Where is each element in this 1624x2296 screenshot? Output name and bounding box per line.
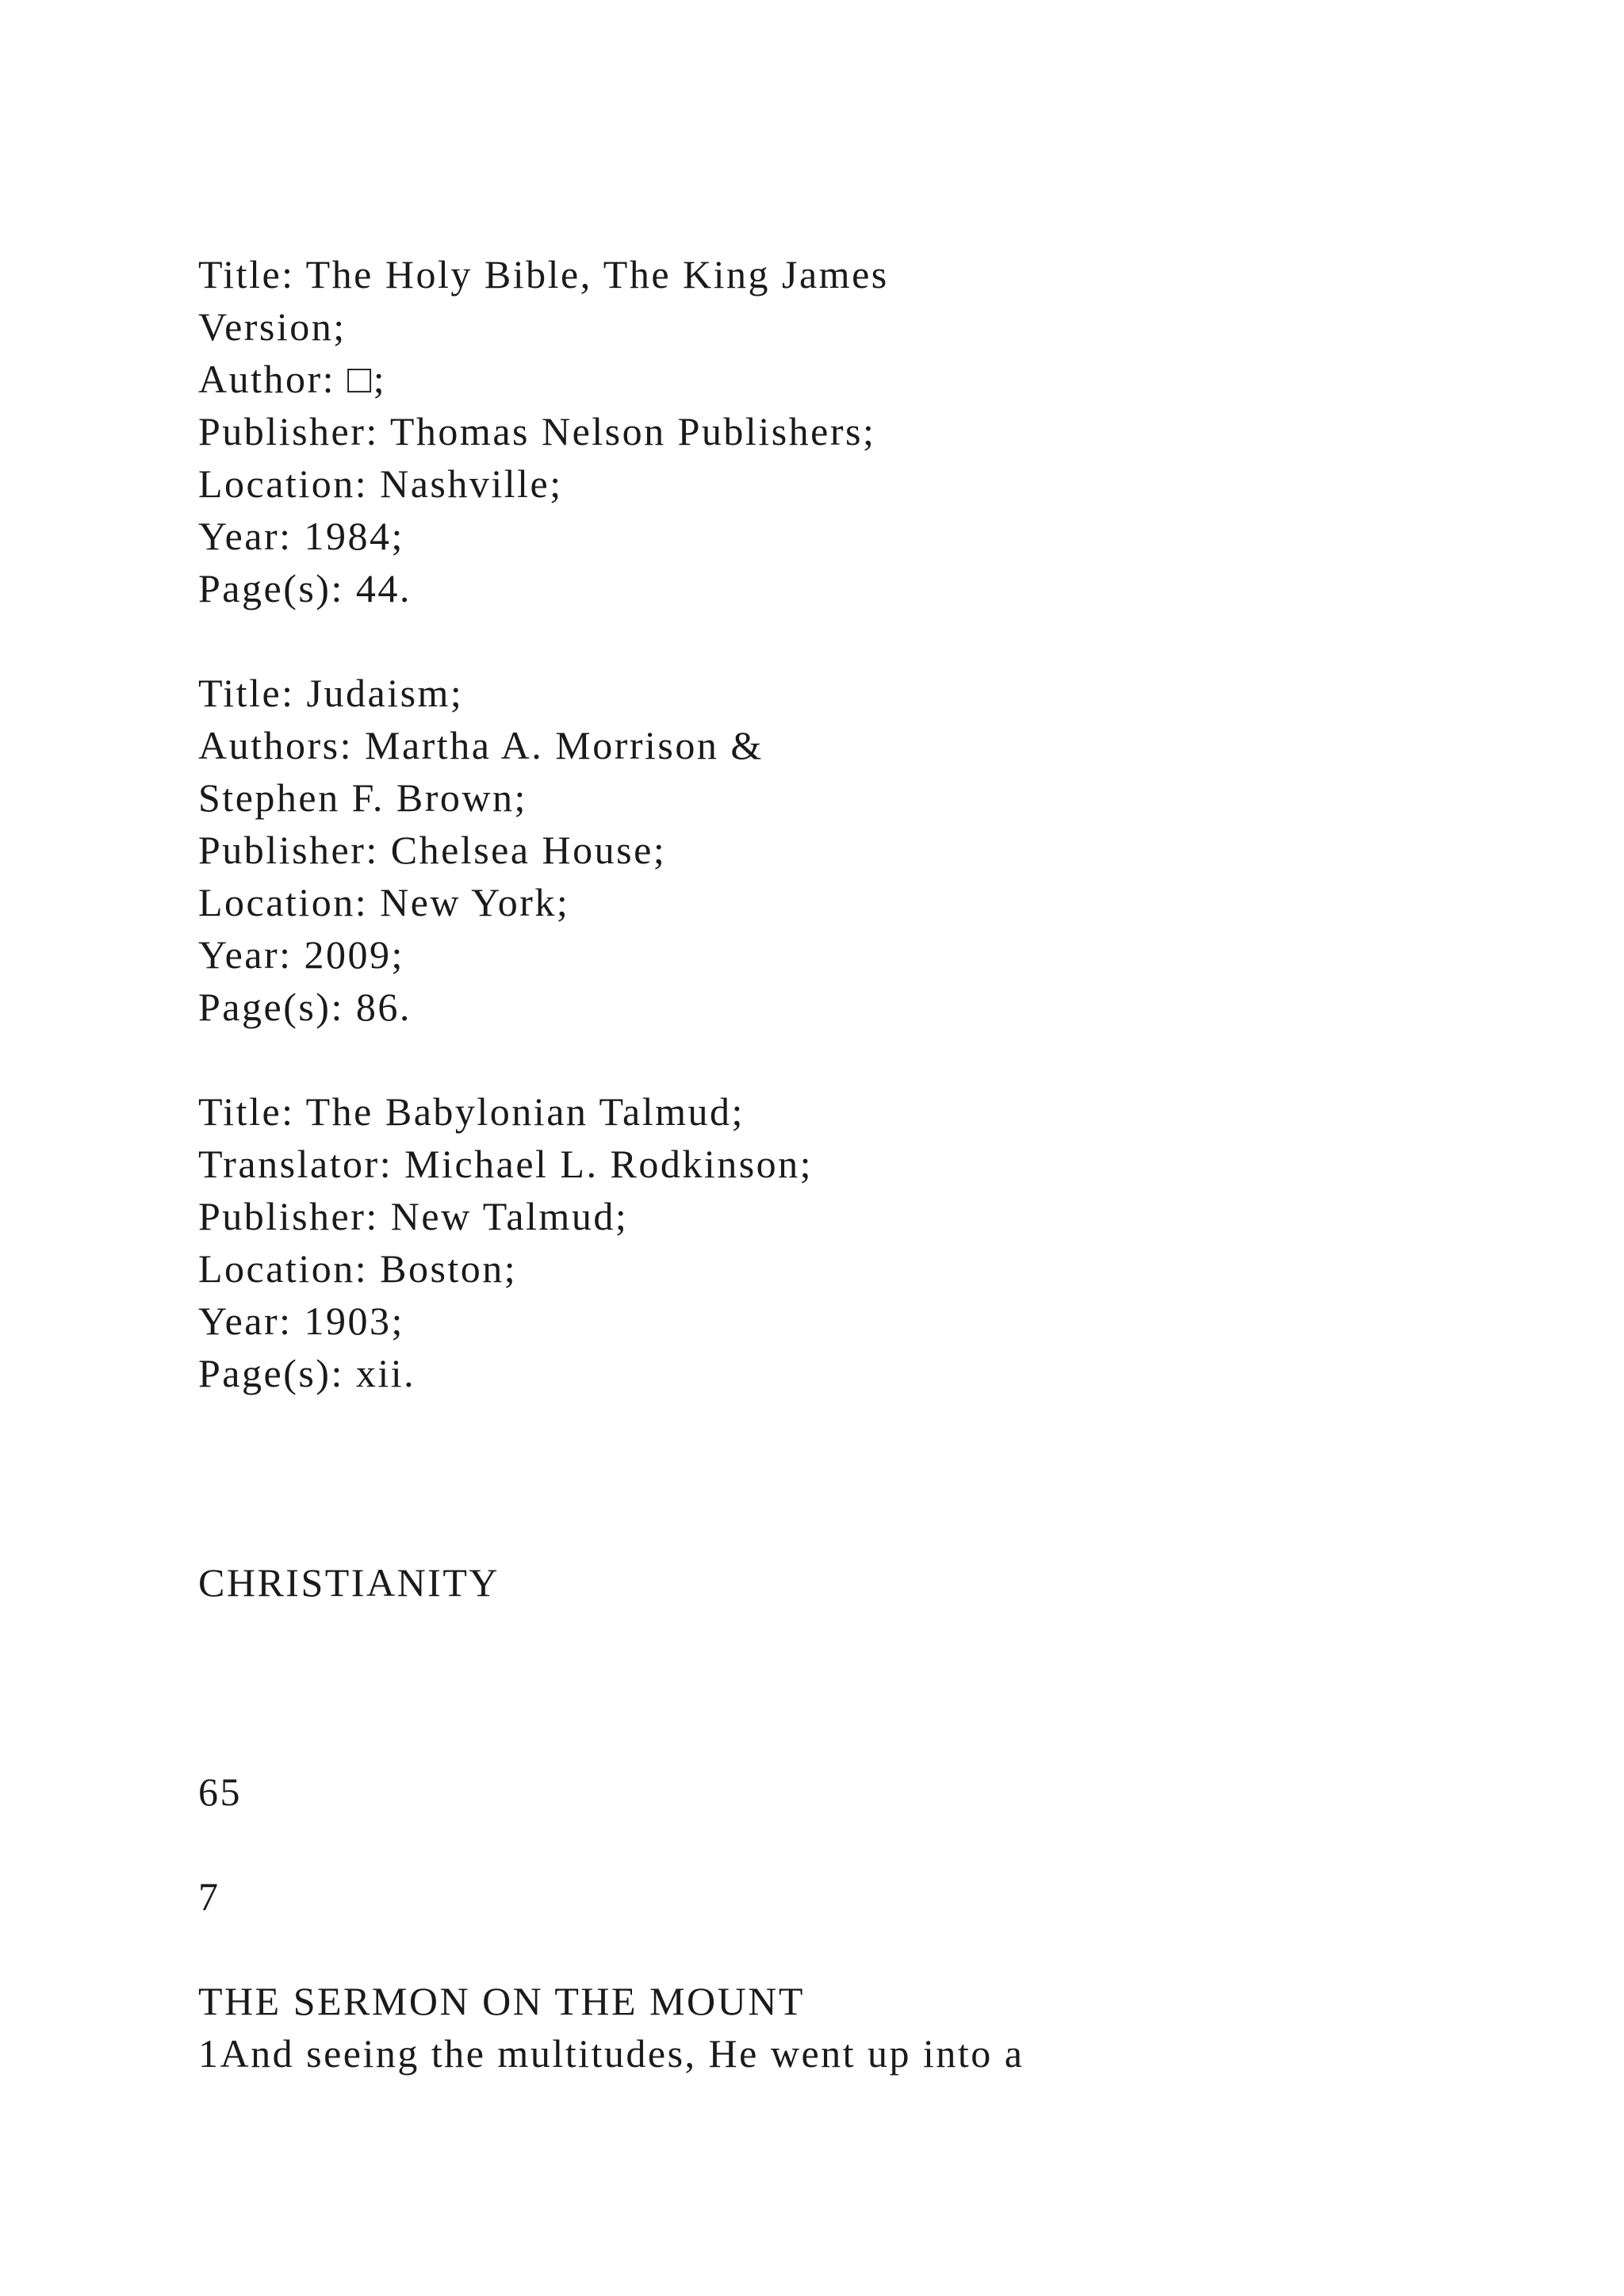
- citation-1-line-5: Location: Nashville;: [198, 461, 563, 506]
- citation-2-line-3: Stephen F. Brown;: [198, 775, 527, 820]
- citation-2-line-5: Location: New York;: [198, 880, 570, 924]
- chapter-title: THE SERMON ON THE MOUNT: [198, 1979, 805, 2023]
- chapter-number: 7: [198, 1874, 220, 1919]
- citation-3-line-4: Location: Boston;: [198, 1246, 518, 1291]
- section-heading: CHRISTIANITY: [198, 1560, 500, 1605]
- citation-2-line-6: Year: 2009;: [198, 932, 404, 977]
- citation-2-line-4: Publisher: Chelsea House;: [198, 828, 667, 872]
- citation-2-line-2: Authors: Martha A. Morrison &: [198, 723, 764, 767]
- citation-1-line-1: Title: The Holy Bible, The King James: [198, 252, 889, 297]
- body-text-line: 1And seeing the multitudes, He went up into a: [198, 2031, 1025, 2076]
- citation-2-line-7: Page(s): 86.: [198, 985, 412, 1029]
- citation-3-line-6: Page(s): xii.: [198, 1351, 416, 1395]
- citation-1-line-2: Version;: [198, 304, 347, 349]
- citation-1-line-4: Publisher: Thomas Nelson Publishers;: [198, 409, 876, 453]
- citation-2-line-1: Title: Judaism;: [198, 671, 464, 715]
- citation-3-line-3: Publisher: New Talmud;: [198, 1194, 629, 1238]
- citation-1-line-7: Page(s): 44.: [198, 566, 412, 610]
- citation-3-line-1: Title: The Babylonian Talmud;: [198, 1089, 745, 1134]
- citation-1-line-3: Author: □;: [198, 357, 387, 401]
- citation-3-line-2: Translator: Michael L. Rodkinson;: [198, 1142, 814, 1186]
- page-number: 65: [198, 1770, 242, 1814]
- citation-3-line-5: Year: 1903;: [198, 1299, 404, 1343]
- citation-1-line-6: Year: 1984;: [198, 514, 404, 558]
